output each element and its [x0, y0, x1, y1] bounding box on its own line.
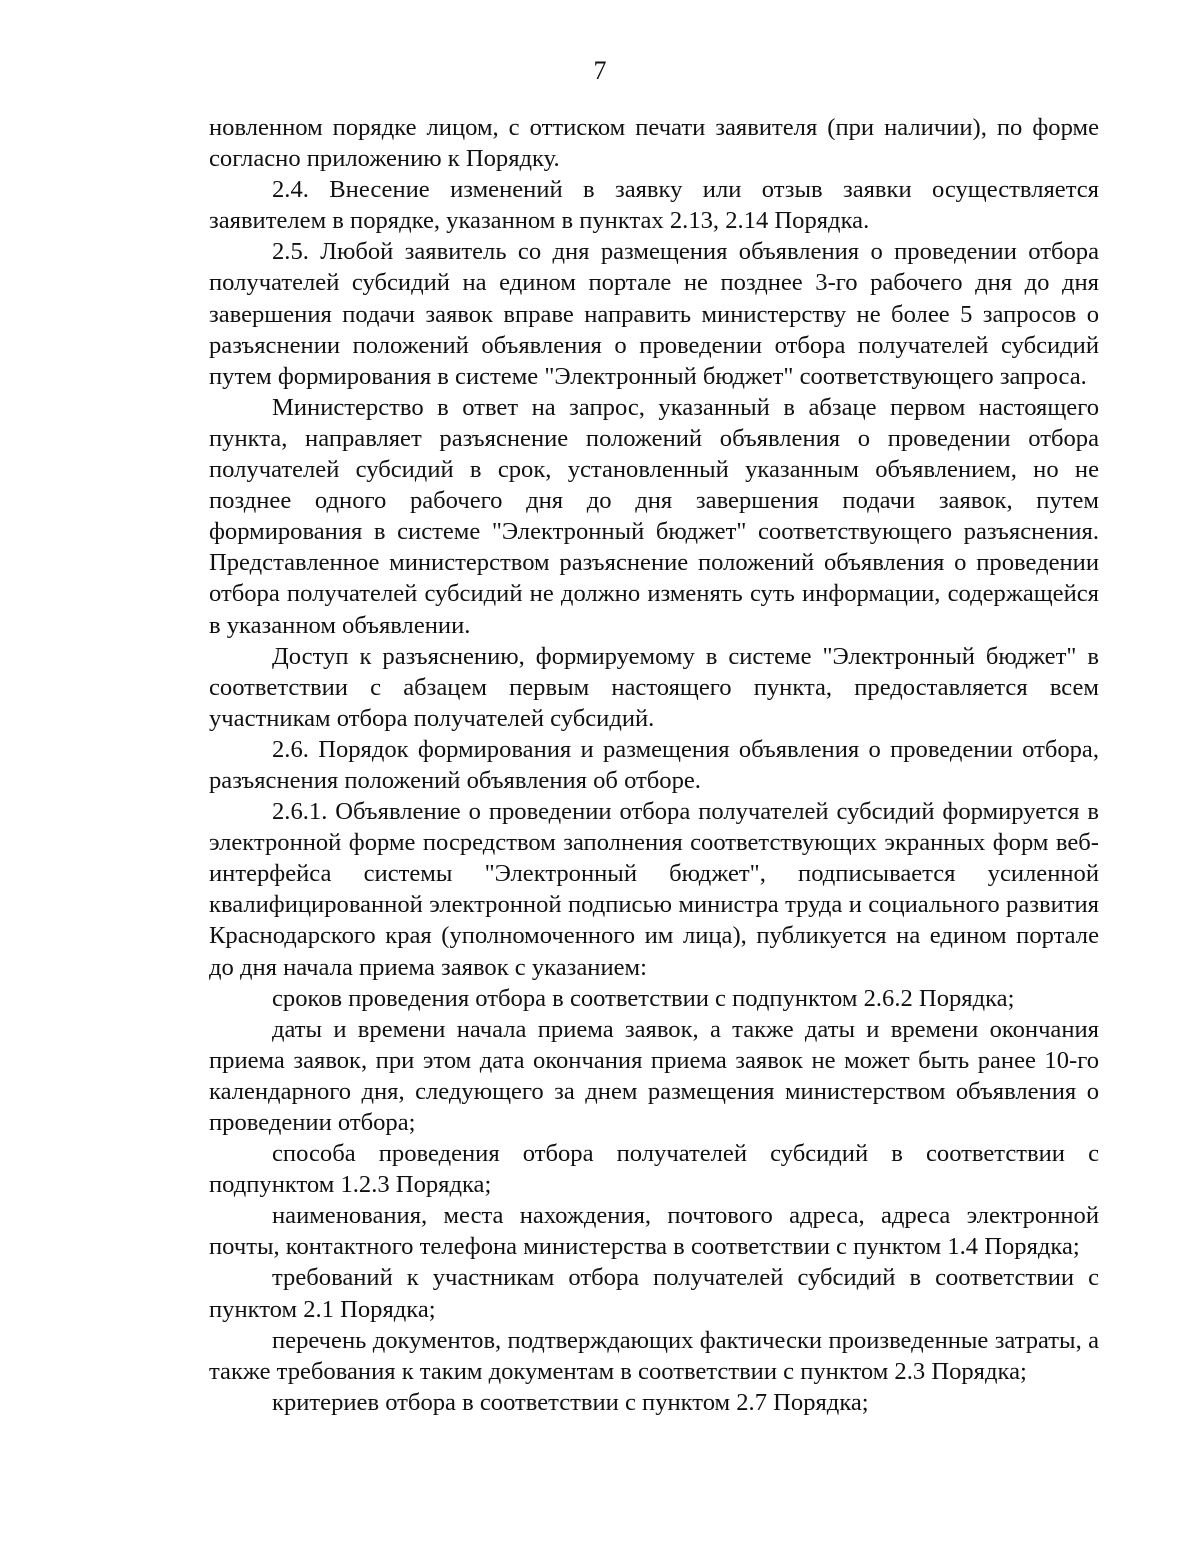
- list-item-documents: перечень документов, подтверждающих фактически произведенные затраты, а также требования к таким документам в соответствии с пунктом 2.3 Порядка;: [209, 1326, 1099, 1385]
- paragraph-2-5: 2.5. Любой заявитель со дня размещения объявления о проведении отбора получателей субсидий на едином портале не позднее 3-го рабочего дня до дня завершения подачи заявок вправе направить министерству не более 5 запросов о разъяснении положений объявления о проведении отбора получателей субсидий путем формирования в системе "Электронный бюджет" соответствующего запроса.: [209, 238, 1099, 390]
- list-item-terms: сроков проведения отбора в соответствии с подпунктом 2.6.2 Порядка;: [272, 984, 1015, 1012]
- document-body: [209, 112, 1099, 1418]
- paragraph-2-6-1: 2.6.1. Объявление о проведении отбора получателей субсидий формируется в электронной форме посредством заполнения соответствующих экранных форм веб-интерфейса системы "Электронный бюджет", подписывается усиленной квалифицированной электронной подписью министра труда и социального развития Краснодарского края (уполномоченного им лица), публикуется на едином портале до дня начала приема заявок с указанием:: [209, 798, 1099, 981]
- list-item-dates: даты и времени начала приема заявок, а также даты и времени окончания приема заявок, при этом дата окончания приема заявок не может быть ранее 10-го календарного дня, следующего за днем размещения министерством объявления о проведении отбора;: [209, 1015, 1099, 1136]
- list-item-criteria: критериев отбора в соответствии с пунктом 2.7 Порядка;: [272, 1388, 869, 1416]
- list-item-contacts: наименования, места нахождения, почтового адреса, адреса электронной почты, контактного телефона министерства в соответствии с пунктом 1.4 Порядка;: [209, 1202, 1099, 1261]
- paragraph-access-clarification: Доступ к разъяснению, формируемому в системе "Электронный бюджет" в соответствии с абзацем первым настоящего пункта, предоставляется всем участникам отбора получателей субсидий.: [209, 642, 1099, 732]
- paragraph-2-4: 2.4. Внесение изменений в заявку или отзыв заявки осуществляется заявителем в порядке, указанном в пунктах 2.13, 2.14 Порядка.: [209, 176, 1099, 235]
- paragraph-ministry-response: Министерство в ответ на запрос, указанный в абзаце первом настоящего пункта, направляет разъяснение положений объявления о проведении отбора получателей субсидий в срок, установленный указанным объявлением, но не позднее одного рабочего дня до дня завершения подачи заявок, путем формирования в системе "Электронный бюджет" соответствующего разъяснения. Представленное министерством разъяснение положений объявления о проведении отбора получателей субсидий не должно изменять суть информации, содержащейся в указанном объявлении.: [209, 393, 1099, 639]
- paragraph-continuation: новленном порядке лицом, с оттиском печати заявителя (при наличии), по форме согласно приложению к Порядку.: [209, 114, 1099, 173]
- list-item-requirements: требований к участникам отбора получателей субсидий в соответствии с пунктом 2.1 Порядка;: [209, 1264, 1099, 1323]
- list-item-method: способа проведения отбора получателей субсидий в соответствии с подпунктом 1.2.3 Порядка;: [209, 1140, 1099, 1199]
- page-number: 7: [593, 56, 607, 85]
- paragraph-2-6: 2.6. Порядок формирования и размещения объявления о проведении отбора, разъяснения положений объявления об отборе.: [209, 735, 1099, 794]
